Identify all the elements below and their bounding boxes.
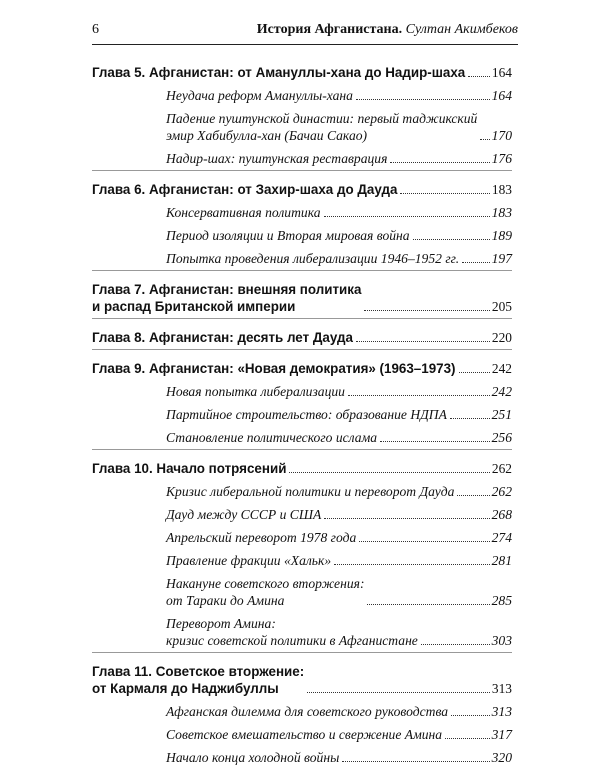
subsection-entry[interactable]: [92, 250, 512, 267]
subsection-entry-title-line: Советское вмешательство и свержение Амина: [166, 727, 443, 742]
subsection-entry-page-number: 320: [491, 750, 512, 765]
chapter-entry-title-line: Глава 7. Афганистан: внешняя политика: [92, 282, 362, 297]
dot-leader: [324, 216, 490, 217]
subsection-entry[interactable]: [92, 383, 512, 400]
subsection-entry-page-number: 313: [491, 704, 512, 719]
subsection-entry-title: [166, 204, 321, 221]
subsection-entry-title-line: Афганская дилемма для советского руководства: [166, 704, 449, 719]
subsection-entry-title-line: Неудача реформ Амануллы-хана: [166, 88, 353, 103]
chapter-entry-page-number: 164: [491, 65, 512, 80]
subsection-entry-title: [166, 87, 353, 104]
subsection-entry-page-number: 268: [491, 507, 512, 522]
subsection-entry[interactable]: [92, 529, 512, 546]
chapter-entry-title: [92, 329, 353, 346]
chapter-section: [92, 281, 512, 319]
subsection-entry-page-number: 303: [491, 633, 512, 648]
running-title: [257, 22, 518, 38]
subsection-entry[interactable]: [92, 227, 512, 244]
subsection-entry[interactable]: [92, 575, 512, 609]
chapter-entry-page-number: 313: [491, 681, 512, 696]
chapter-section: [92, 181, 512, 271]
chapter-entry-page-number: 183: [491, 182, 512, 197]
chapter-entry-title-line: Глава 5. Афганистан: от Амануллы-хана до Надир-шаха: [92, 65, 466, 80]
subsection-entry-title-line: Накануне советского вторжения:: [166, 576, 365, 591]
subsection-entry-title: [166, 575, 364, 609]
chapter-entry-title-line: и распад Британской империи: [92, 299, 296, 314]
dot-leader: [468, 76, 490, 77]
subsection-entry-page-number: 176: [491, 151, 512, 166]
table-of-contents: [92, 64, 512, 779]
chapter-section: [92, 329, 512, 350]
subsection-entry[interactable]: [92, 703, 512, 720]
dot-leader: [445, 738, 490, 739]
chapter-entry[interactable]: [92, 329, 512, 346]
chapter-entry-title-line: от Кармаля до Наджибуллы: [92, 681, 279, 696]
dot-leader: [324, 518, 489, 519]
subsection-entry-title-line: Кризис либеральной политики и переворот Дауда: [166, 484, 455, 499]
chapter-entry[interactable]: [92, 360, 512, 377]
chapter-section: [92, 663, 512, 769]
subsection-entry-title-line: Новая попытка либерализации: [166, 384, 345, 399]
chapter-entry-title: [92, 64, 465, 81]
subsection-entry-title: [166, 529, 356, 546]
subsection-entry-title-line: Становление политического ислама: [166, 430, 378, 445]
running-header: [92, 20, 518, 45]
dot-leader: [421, 644, 490, 645]
dot-leader: [451, 715, 490, 716]
book-title: История Афганистана.: [256, 22, 403, 37]
dot-leader: [459, 372, 490, 373]
page-number: 6: [92, 22, 99, 37]
chapter-entry-title-line: Глава 8. Афганистан: десять лет Дауда: [92, 330, 353, 345]
dot-leader: [356, 99, 490, 100]
chapter-entry-page-number: 220: [491, 330, 512, 345]
chapter-section: [92, 64, 512, 171]
chapter-entry[interactable]: [92, 181, 512, 198]
chapter-entry-title-line: Глава 9. Афганистан: «Новая демократия» (1963–1973): [92, 361, 456, 376]
dot-leader: [480, 139, 489, 140]
subsection-entry-title: [166, 552, 331, 569]
subsection-entry[interactable]: [92, 552, 512, 569]
subsection-entry-title-line: эмир Хабибулла-хан (Бачаи Сакао): [166, 128, 368, 143]
subsection-entry-title: [166, 726, 442, 743]
chapter-entry-page-number: 262: [491, 461, 512, 476]
dot-leader: [348, 395, 490, 396]
subsection-entry[interactable]: [92, 204, 512, 221]
book-author: Султан Акимбеков: [405, 22, 518, 37]
subsection-entry-title-line: Начало конца холодной войны: [166, 750, 340, 765]
subsection-entry-title: [166, 406, 447, 423]
chapter-entry-title: [92, 181, 397, 198]
subsection-entry-title-line: Переворот Амина:: [166, 616, 276, 631]
dot-leader: [457, 495, 489, 496]
subsection-entry[interactable]: [92, 429, 512, 446]
chapter-entry[interactable]: [92, 64, 512, 81]
chapter-entry[interactable]: [92, 281, 512, 315]
chapter-entry-title: [92, 360, 456, 377]
dot-leader: [356, 341, 490, 342]
subsection-entry-title-line: Надир-шах: пуштунская реставрация: [166, 151, 388, 166]
subsection-entry[interactable]: [92, 506, 512, 523]
dot-leader: [450, 418, 490, 419]
chapter-entry-title-line: Глава 10. Начало потрясений: [92, 461, 287, 476]
chapter-entry-title-line: Глава 6. Афганистан: от Захир-шаха до Дауда: [92, 182, 398, 197]
subsection-entry-page-number: 317: [491, 727, 512, 742]
subsection-entry-title-line: Период изоляции и Вторая мировая война: [166, 228, 410, 243]
subsection-entry-title-line: Дауд между СССР и США: [166, 507, 322, 522]
subsection-entry-title: [166, 429, 377, 446]
dot-leader: [413, 239, 490, 240]
dot-leader: [342, 761, 489, 762]
subsection-entry-title: [166, 110, 477, 144]
subsection-entry-title-line: кризис советской политики в Афганистане: [166, 633, 418, 648]
chapter-entry-title: [92, 663, 304, 697]
subsection-entry-page-number: 197: [491, 251, 512, 266]
dot-leader: [390, 162, 489, 163]
subsection-entry[interactable]: [92, 406, 512, 423]
subsection-entry-page-number: 274: [491, 530, 512, 545]
dot-leader: [289, 472, 489, 473]
subsection-entry-title: [166, 506, 321, 523]
chapter-entry-page-number: 205: [491, 299, 512, 314]
subsection-entry-title-line: Попытка проведения либерализации 1946–1952 гг.: [166, 251, 460, 266]
subsection-entry[interactable]: [92, 726, 512, 743]
dot-leader: [364, 310, 489, 311]
dot-leader: [307, 692, 490, 693]
dot-leader: [334, 564, 489, 565]
subsection-entry-title: [166, 703, 448, 720]
subsection-entry-title: [166, 483, 454, 500]
subsection-entry-title-line: Партийное строительство: образование НДПА: [166, 407, 447, 422]
dot-leader: [380, 441, 490, 442]
subsection-entry-page-number: 251: [491, 407, 512, 422]
subsection-entry-title: [166, 227, 410, 244]
chapter-section: [92, 360, 512, 450]
subsection-entry-page-number: 183: [491, 205, 512, 220]
dot-leader: [400, 193, 490, 194]
subsection-entry-title: [166, 250, 459, 267]
chapter-entry[interactable]: [92, 663, 512, 697]
subsection-entry-page-number: 170: [491, 128, 512, 143]
subsection-entry-title-line: Апрельский переворот 1978 года: [166, 530, 357, 545]
chapter-entry-title: [92, 460, 286, 477]
subsection-entry[interactable]: [92, 150, 512, 167]
subsection-entry-page-number: 281: [491, 553, 512, 568]
dot-leader: [359, 541, 489, 542]
chapter-entry-page-number: 242: [491, 361, 512, 376]
subsection-entry-title: [166, 383, 345, 400]
subsection-entry-title-line: Правление фракции «Хальк»: [166, 553, 332, 568]
subsection-entry[interactable]: [92, 615, 512, 649]
subsection-entry-page-number: 189: [491, 228, 512, 243]
subsection-entry-title-line: Падение пуштунской династии: первый таджикский: [166, 111, 478, 126]
subsection-entry-title: [166, 615, 418, 649]
subsection-entry[interactable]: [92, 483, 512, 500]
subsection-entry[interactable]: [92, 749, 512, 766]
subsection-entry-title-line: от Тараки до Амина: [166, 593, 285, 608]
subsection-entry[interactable]: [92, 87, 512, 104]
subsection-entry-title: [166, 150, 387, 167]
subsection-entry-title-line: Консервативная политика: [166, 205, 321, 220]
subsection-entry-page-number: 256: [491, 430, 512, 445]
subsection-entry[interactable]: [92, 110, 512, 144]
chapter-entry[interactable]: [92, 460, 512, 477]
subsection-entry-title: [166, 749, 339, 766]
dot-leader: [367, 604, 489, 605]
dot-leader: [462, 262, 489, 263]
chapter-section: [92, 460, 512, 653]
chapter-entry-title-line: Глава 11. Советское вторжение:: [92, 664, 305, 679]
subsection-entry-page-number: 164: [491, 88, 512, 103]
chapter-entry-title: [92, 281, 361, 315]
subsection-entry-page-number: 242: [491, 384, 512, 399]
subsection-entry-page-number: 262: [491, 484, 512, 499]
subsection-entry-page-number: 285: [491, 593, 512, 608]
